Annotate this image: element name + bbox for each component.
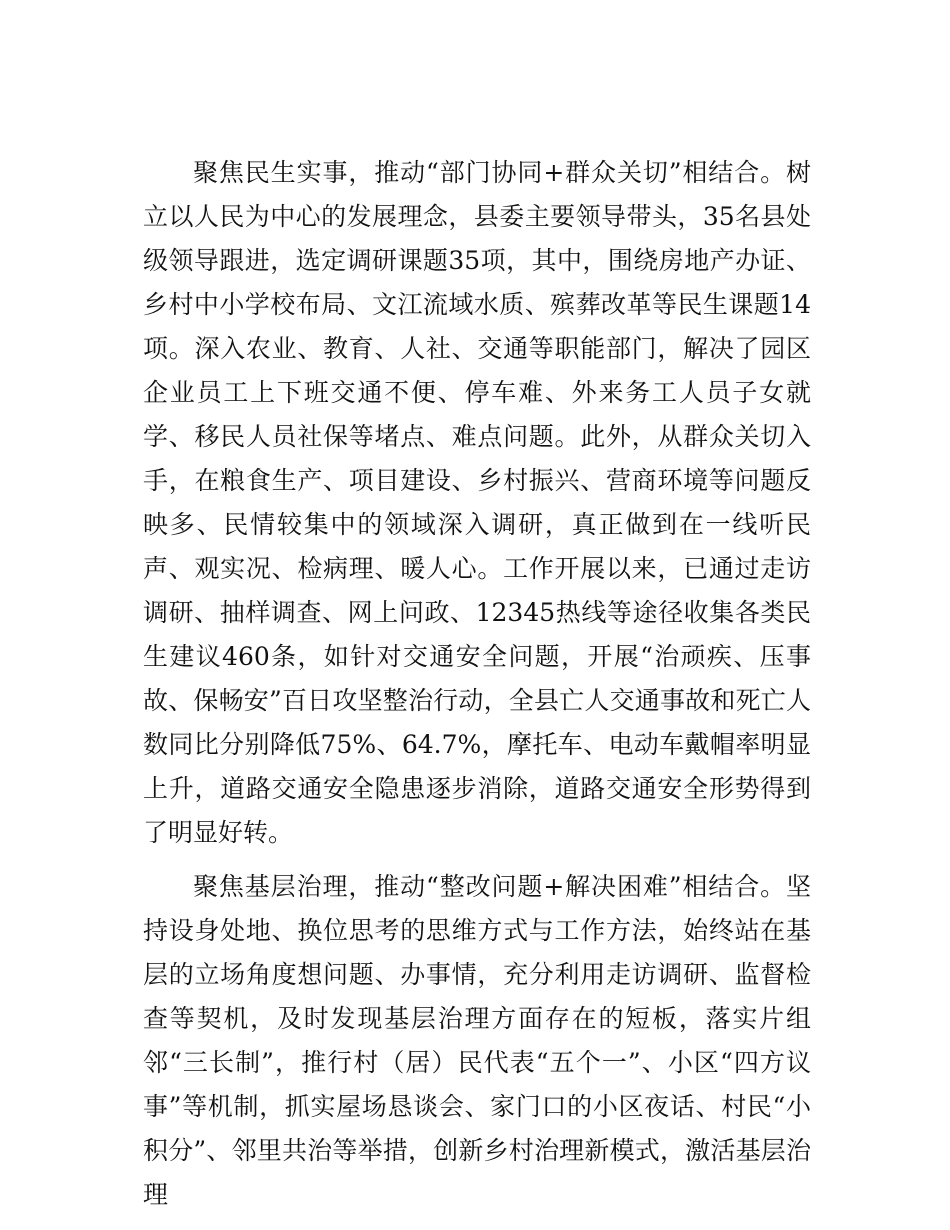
body-text: [143, 151, 811, 1217]
paragraph-livelihood: 聚焦民生实事，推动“部门协同+群众关切”相结合。树立以人民为中心的发展理念，县委主要领导带头，35名县处级领导跟进，选定调研课题35项，其中，围绕房地产办证、乡村中小学校布局、文江流域水质、殡葬改革等民生课题14项。深入农业、教育、人社、交通等职能部门，解决了园区企业员工上下班交通不便、停车难、外来务工人员子女就学、移民人员社保等堵点、难点问题。此外，从群众关切入手，在粮食生产、项目建设、乡村振兴、营商环境等问题反映多、民情较集中的领域深入调研，真正做到在一线听民声、观实况、检病理、暖人心。工作开展以来，已通过走访调研、抽样调查、网上问政、12345热线等途径收集各类民生建议460条，如针对交通安全问题，开展“治顽疾、压事故、保畅安”百日攻坚整治行动，全县亡人交通事故和死亡人数同比分别降低75%、64.7%，摩托车、电动车戴帽率明显上升，道路交通安全隐患逐步消除，道路交通安全形势得到了明显好转。: [143, 158, 811, 847]
paragraph-grassroots-governance: 聚焦基层治理，推动“整改问题+解决困难”相结合。坚持设身处地、换位思考的思维方式与工作方法，始终站在基层的立场角度想问题、办事情，充分利用走访调研、监督检查等契机，及时发现基层治理方面存在的短板，落实片组邻“三长制”，推行村（居）民代表“五个一”、小区“四方议事”等机制，抓实屋场恳谈会、家门口的小区夜话、村民“小积分”、邻里共治等举措，创新乡村治理新模式，激活基层治理: [143, 872, 811, 1209]
